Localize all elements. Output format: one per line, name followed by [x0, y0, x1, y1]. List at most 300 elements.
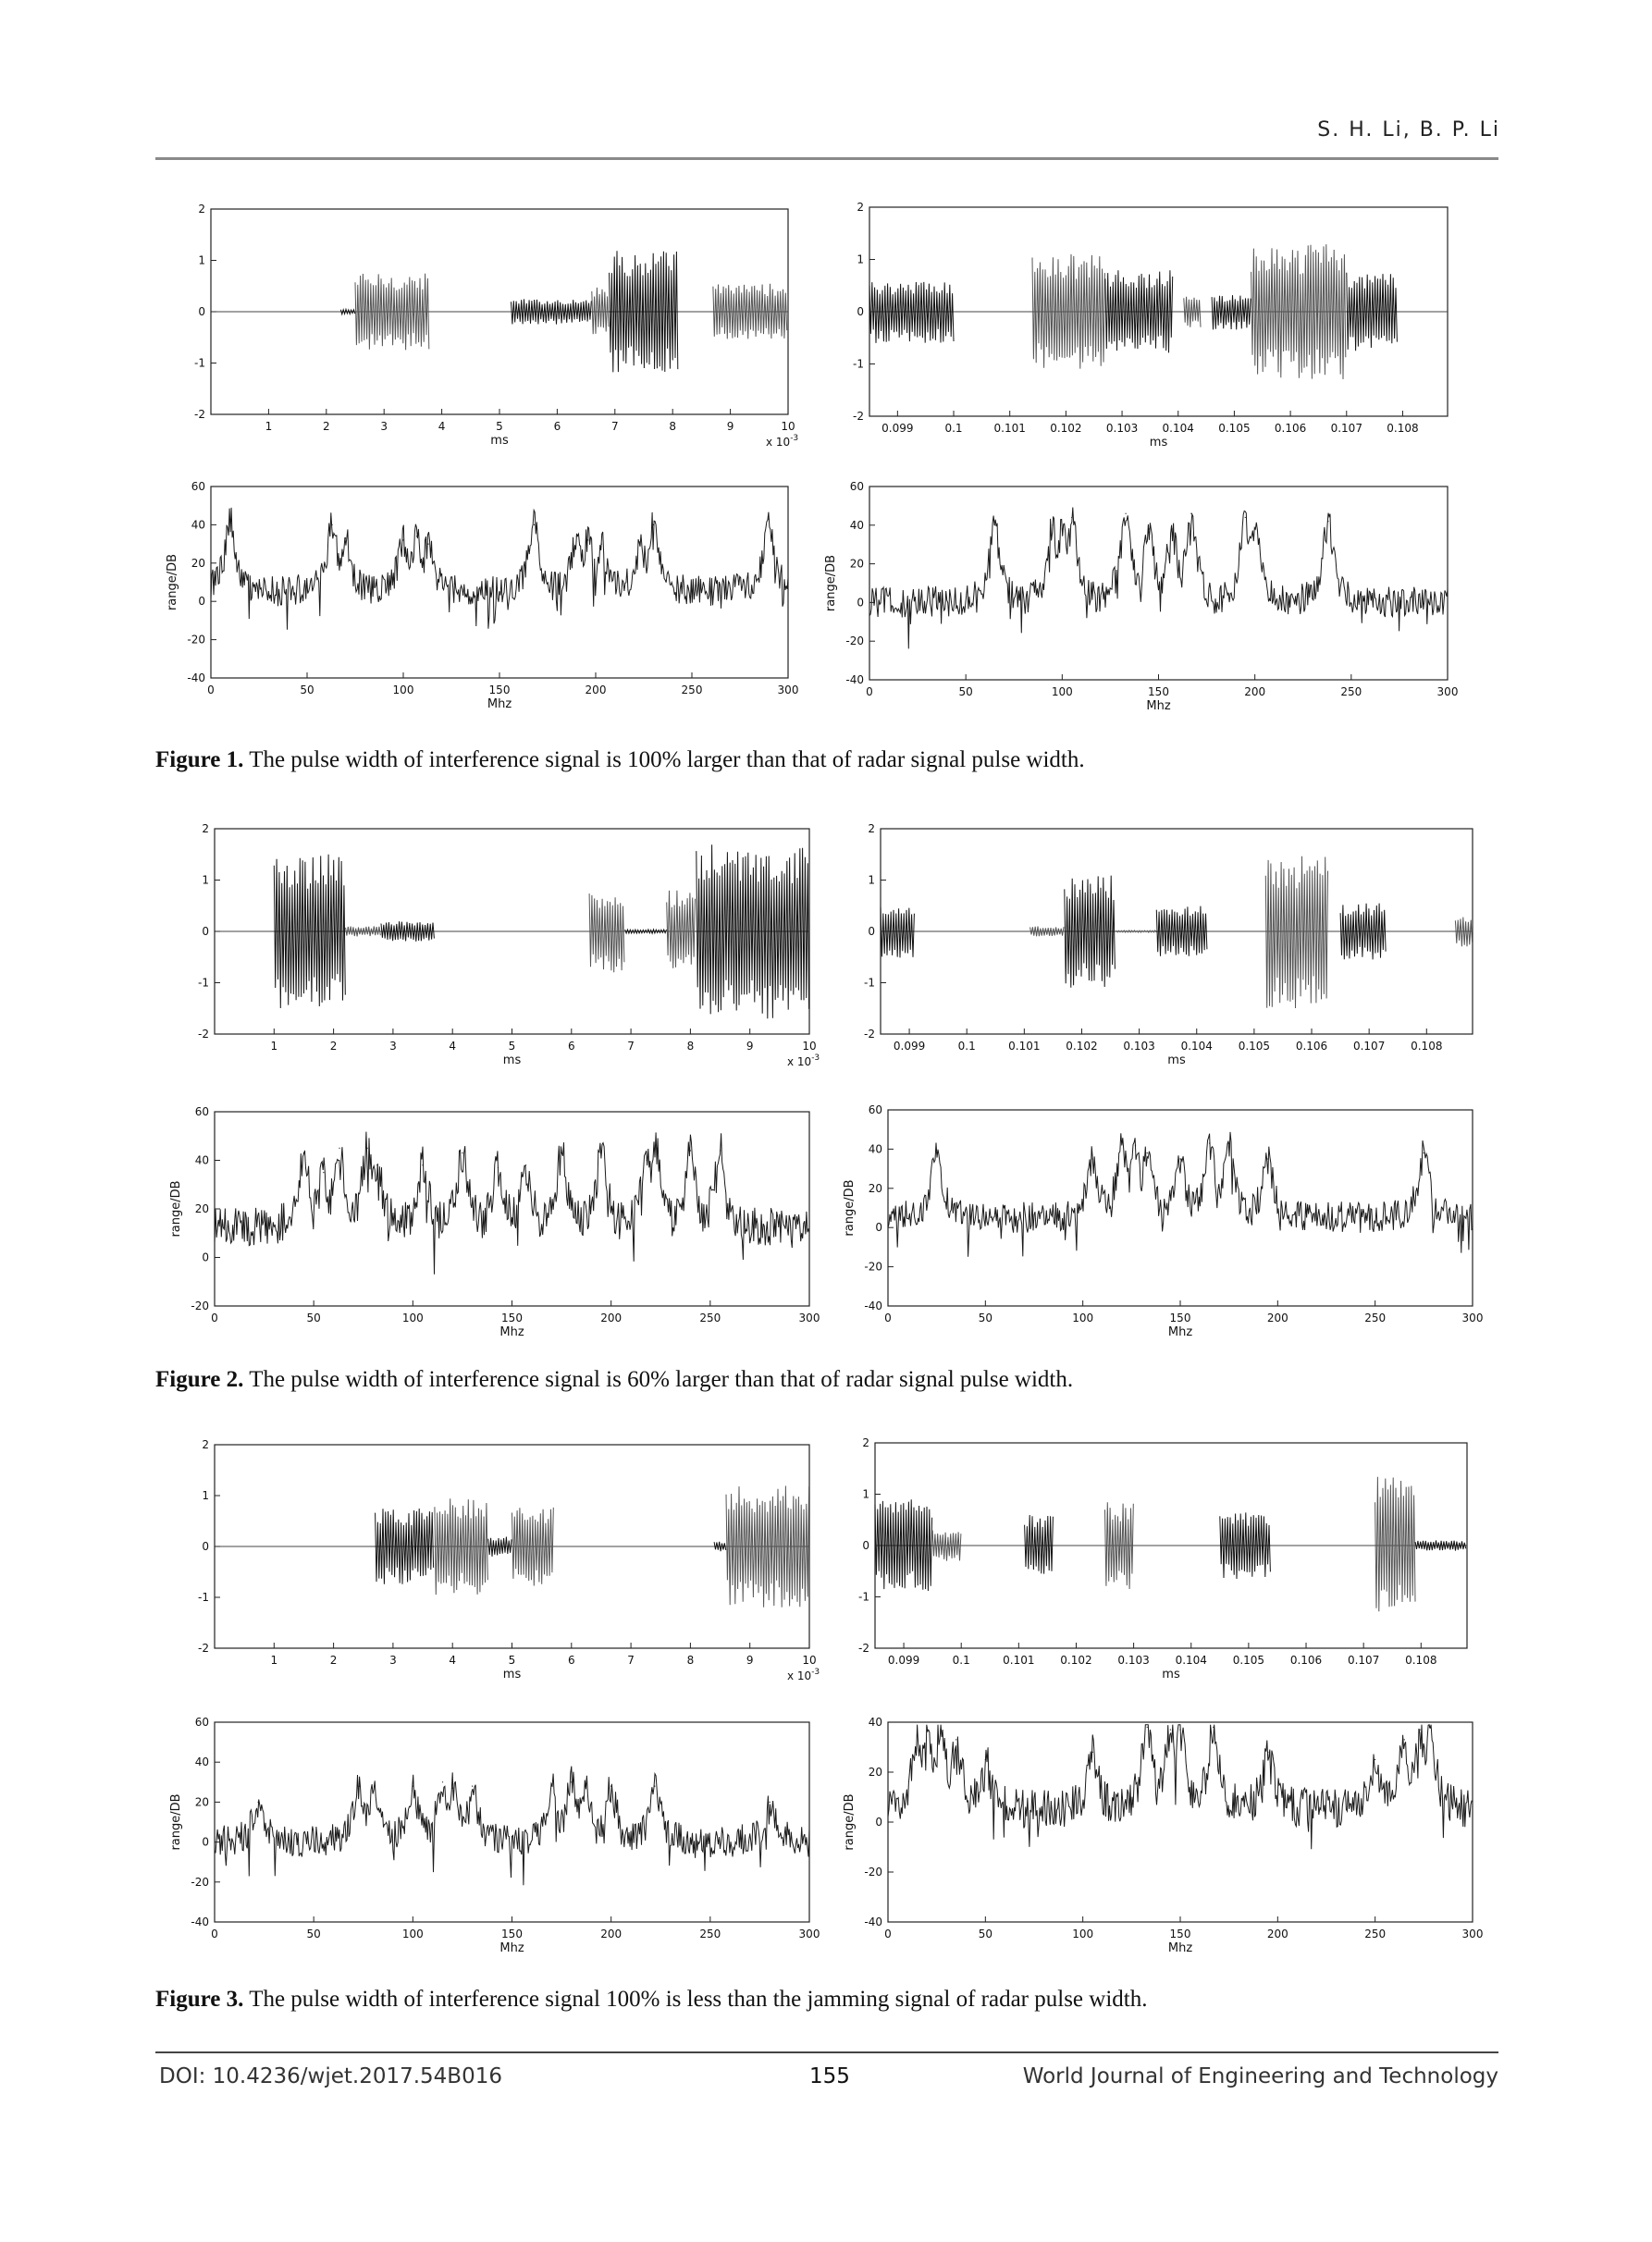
- fig2-time-right-x-tick-label: 0.1: [957, 1040, 976, 1053]
- fig1-spectrum-right-x-axis-label: Mhz: [1146, 699, 1171, 713]
- fig1-spectrum-left-peak-point: [653, 524, 654, 525]
- fig3-time-right-x-tick-label: 0.099: [887, 1654, 920, 1667]
- fig1-spectrum-right-series: [869, 508, 1448, 649]
- fig1-spectrum-right-x-tick-label: 200: [1244, 685, 1266, 698]
- fig2-spectrum-left-y-tick-label: 60: [194, 1105, 209, 1118]
- fig1-spectrum-left-y-tick-label: 40: [191, 518, 205, 532]
- fig3-spectrum-left-peak-point: [472, 1786, 473, 1787]
- fig2-spectrum-left-frame: [215, 1112, 809, 1306]
- fig1-spectrum-left-y-tick-label: -20: [187, 633, 205, 647]
- fig2-time-right-y-tick-label: -2: [864, 1028, 875, 1041]
- fig2-spectrum-left-x-tick-label: 0: [211, 1312, 218, 1324]
- fig1-spectrum-right-x-tick-label: 100: [1051, 685, 1073, 698]
- fig2-time-right-x-tick-label: 0.105: [1238, 1040, 1271, 1053]
- fig3-spectrum-left-peak-point: [571, 1781, 572, 1782]
- footer-doi: DOI: 10.4236/wjet.2017.54B016: [159, 2064, 502, 2088]
- fig3-time-left-x-tick-label: 4: [449, 1654, 457, 1667]
- fig3-spectrum-left-y-tick-label: 60: [194, 1716, 209, 1729]
- fig3-spectrum-right-x-tick-label: 150: [1169, 1928, 1191, 1940]
- fig3-spectrum-right-y-tick-label: -40: [864, 1916, 882, 1928]
- fig3-spectrum-left-peak-point: [452, 1788, 453, 1789]
- fig3-time-right-x-tick-label: 0.106: [1289, 1654, 1323, 1667]
- fig3-time-left-y-tick-label: -1: [198, 1591, 209, 1604]
- fig3-time-right-y-tick-label: 0: [862, 1539, 869, 1552]
- fig3-time-left-x-tick-label: 7: [627, 1654, 635, 1667]
- fig1-time-left-x-multiplier: x $10^{-3}$: [766, 434, 799, 449]
- fig2-time-left-x-axis-label: ms: [502, 1053, 522, 1067]
- fig2-time-right-pulse: [1340, 904, 1386, 960]
- figure-2-caption-label: Figure 2.: [155, 1367, 244, 1392]
- fig2-spectrum-right-y-tick-label: 60: [868, 1103, 882, 1116]
- fig3-spectrum-right-peak-point: [1420, 1730, 1421, 1731]
- fig2-spectrum-left-peak-point: [525, 1164, 526, 1165]
- fig1-time-right-series: [869, 244, 1448, 379]
- fig1-spectrum-left-x-tick-label: 200: [585, 684, 607, 696]
- fig2-time-left-x-tick-label: 1: [270, 1040, 278, 1053]
- fig1-spectrum-left-y-tick-label: 0: [198, 595, 205, 609]
- fig1-spectrum-right-frame: [869, 487, 1448, 680]
- fig1-time-left-y-tick-label: 0: [198, 305, 205, 318]
- fig1-spectrum-right-spectrum-line: [869, 508, 1448, 649]
- fig3-spectrum-right-x-tick-label: 250: [1364, 1928, 1387, 1940]
- fig3-time-left-y-tick-label: 1: [202, 1489, 209, 1502]
- fig1-spectrum-right-y-tick-label: 20: [849, 557, 864, 571]
- fig2-spectrum-left-peak-point: [323, 1172, 324, 1173]
- fig2-spectrum-left-x-tick-label: 200: [600, 1312, 623, 1324]
- fig2-time-right-x-tick-label: 0.099: [893, 1040, 926, 1053]
- fig1-spectrum-left-x-tick-label: 300: [777, 684, 799, 696]
- fig3-spectrum-left-peak-point: [770, 1802, 771, 1803]
- fig1-spectrum-left-peak-point: [769, 519, 770, 520]
- fig3-spectrum-left-series: [215, 1767, 809, 1886]
- fig2-time-right-pulse: [1116, 930, 1156, 932]
- fig2-spectrum-right-peak-point: [1147, 1152, 1148, 1153]
- fig1-time-right-y-tick-label: 1: [857, 253, 864, 266]
- fig1-time-left-ticks: [194, 203, 798, 449]
- fig1-spectrum-left-series: [211, 508, 788, 630]
- fig2-time-left-y-tick-label: 2: [202, 822, 209, 835]
- fig3-spectrum-right-peak-point: [1267, 1752, 1268, 1753]
- fig1-time-left-x-tick-label: 2: [322, 420, 330, 433]
- fig2-spectrum-left-x-tick-label: 250: [699, 1312, 721, 1324]
- fig1-time-right-x-tick-label: 0.099: [881, 422, 914, 435]
- fig3-time-right-pulse: [1025, 1515, 1054, 1574]
- fig2-spectrum-right-x-axis-label: Mhz: [1167, 1325, 1193, 1339]
- fig2-spectrum-left-x-tick-label: 50: [306, 1312, 321, 1324]
- header-rule: [155, 157, 1498, 160]
- fig3-time-left-y-tick-label: -2: [198, 1642, 209, 1655]
- fig1-time-right-x-tick-label: 0.104: [1162, 422, 1194, 435]
- fig3-time-left-x-tick-label: 5: [508, 1654, 516, 1667]
- fig1-spectrum-right-peak-point: [1125, 513, 1126, 514]
- fig2-spectrum-right-peak-point: [1135, 1145, 1136, 1146]
- fig2-time-left-y-tick-label: -1: [198, 976, 209, 990]
- fig1-spectrum-left-peak-point: [427, 544, 428, 545]
- fig3-spectrum-right-x-tick-label: 50: [978, 1928, 992, 1940]
- fig1-spectrum-left-peak-point: [345, 537, 346, 538]
- fig3-spectrum-left-spectrum-line: [215, 1767, 809, 1886]
- fig3-time-right-x-tick-label: 0.101: [1003, 1654, 1035, 1667]
- fig2-time-right-x-tick-label: 0.102: [1066, 1040, 1098, 1053]
- fig3-time-left-x-tick-label: 6: [567, 1654, 575, 1667]
- fig3-spectrum-right-peak-point: [927, 1727, 928, 1728]
- fig2-time-left-pulse: [667, 891, 696, 968]
- fig1-spectrum-left-x-tick-label: 50: [300, 684, 314, 696]
- fig2-time-left-x-tick-label: 8: [686, 1040, 695, 1053]
- fig1-time-right-x-axis-label: ms: [1149, 436, 1168, 450]
- fig2-spectrum-right-peak-point: [1121, 1140, 1122, 1141]
- fig1-spectrum-right-y-tick-label: -40: [845, 673, 864, 686]
- fig1-time-right-pulse: [1212, 295, 1251, 329]
- fig2-spectrum-left-peak-point: [656, 1148, 657, 1149]
- fig3-spectrum-right-x-axis-label: Mhz: [1167, 1941, 1193, 1955]
- fig2-spectrum-left-peak-point: [498, 1167, 499, 1168]
- figure-1-caption-text: The pulse width of interference signal is 100% larger than that of radar signal pulse width.: [249, 747, 1085, 772]
- fig3-spectrum-left-y-tick-label: -20: [191, 1875, 209, 1889]
- fig2-spectrum-left-y-tick-label: -20: [191, 1300, 209, 1312]
- fig3-spectrum-left-peak-point: [442, 1781, 443, 1782]
- fig3-spectrum-left-y-tick-label: -40: [191, 1916, 209, 1928]
- fig1-time-left-y-tick-label: -2: [194, 408, 205, 421]
- figure-1-caption-label: Figure 1.: [155, 747, 244, 772]
- fig1-time-right-x-tick-label: 0.105: [1218, 422, 1251, 435]
- running-header-authors: S. H. Li, B. P. Li: [1317, 118, 1500, 142]
- fig1-spectrum-left-x-tick-label: 100: [392, 684, 414, 696]
- fig1-time-left-y-tick-label: -1: [194, 356, 205, 370]
- fig1-spectrum-right-y-tick-label: 40: [849, 518, 864, 532]
- fig1-spectrum-left-peak-point: [639, 541, 640, 542]
- fig3-spectrum-right-x-tick-label: 300: [1461, 1928, 1484, 1940]
- fig1-time-left-x-tick-label: 3: [380, 420, 388, 433]
- fig2-spectrum-left-peak-point: [422, 1164, 423, 1165]
- fig2-spectrum-left-y-tick-label: 0: [202, 1250, 209, 1264]
- fig2-time-right-x-tick-label: 0.106: [1295, 1040, 1328, 1053]
- fig3-spectrum-right-ticks: [843, 1716, 1483, 1955]
- fig3-spectrum-right-x-tick-label: 100: [1072, 1928, 1094, 1940]
- fig3-spectrum-right-peak-point: [1170, 1730, 1171, 1731]
- fig2-time-right-x-tick-label: 0.101: [1008, 1040, 1041, 1053]
- fig1-spectrum-right-x-tick-label: 50: [958, 685, 973, 698]
- fig2-time-right-ticks: [864, 822, 1442, 1067]
- fig2-spectrum-right-y-tick-label: -20: [864, 1260, 882, 1274]
- fig3-spectrum-right-x-tick-label: 200: [1266, 1928, 1288, 1940]
- fig3-spectrum-left-peak-point: [359, 1786, 360, 1787]
- footer-journal: World Journal of Engineering and Technology: [1022, 2064, 1498, 2088]
- fig3-time-right-y-tick-label: 2: [862, 1436, 869, 1449]
- fig2-spectrum-left-y-tick-label: 40: [194, 1153, 209, 1167]
- fig1-spectrum-right-y-tick-label: 60: [849, 480, 864, 493]
- fig3-time-left-x-tick-label: 1: [270, 1654, 278, 1667]
- footer-page-number: 155: [809, 2064, 850, 2088]
- fig3-time-left-x-tick-label: 2: [329, 1654, 338, 1667]
- fig1-time-right-y-tick-label: -1: [853, 357, 864, 371]
- fig3-time-left-x-tick-label: 3: [389, 1654, 397, 1667]
- fig2-spectrum-right-spectrum-line: [888, 1132, 1473, 1257]
- fig2-time-left-pulse: [589, 893, 624, 972]
- fig2-time-left-x-tick-label: 3: [389, 1040, 397, 1053]
- fig1-spectrum-left-y-tick-label: 60: [191, 480, 205, 493]
- fig1-time-left-y-tick-label: 1: [198, 253, 205, 267]
- fig2-spectrum-right-series: [888, 1132, 1473, 1257]
- fig3-spectrum-right-peak-point: [1213, 1727, 1214, 1728]
- fig1-spectrum-right-y-tick-label: -20: [845, 634, 864, 648]
- fig3-time-right-x-tick-label: 0.102: [1060, 1654, 1092, 1667]
- fig1-spectrum-right-peak-point: [1148, 528, 1149, 529]
- fig2-spectrum-right-x-tick-label: 250: [1364, 1312, 1387, 1324]
- fig1-spectrum-right-peak-point: [1052, 524, 1053, 525]
- fig3-spectrum-right-y-tick-label: 20: [868, 1766, 882, 1779]
- fig2-spectrum-left-x-tick-label: 300: [798, 1312, 820, 1324]
- fig1-time-left-x-tick-label: 6: [553, 420, 561, 433]
- fig3-spectrum-left-x-tick-label: 50: [306, 1928, 321, 1940]
- fig3-spectrum-right-peak-point: [1147, 1727, 1148, 1728]
- fig2-time-left-x-tick-label: 4: [449, 1040, 457, 1053]
- fig1-time-right-x-tick-label: 0.103: [1105, 422, 1139, 435]
- fig3-spectrum-left-peak-point: [654, 1786, 655, 1787]
- fig3-spectrum-right-peak-point: [940, 1730, 941, 1731]
- fig2-time-right-pulse: [881, 907, 914, 958]
- fig1-spectrum-left-x-tick-label: 150: [488, 684, 511, 696]
- fig2-time-left-series: [215, 844, 809, 1018]
- fig2-time-right-y-tick-label: 0: [868, 925, 875, 938]
- fig2-time-left-x-tick-label: 5: [508, 1040, 516, 1053]
- figure-3-caption-text: The pulse width of interference signal 100% is less than the jamming signal of radar pulse width.: [249, 1987, 1148, 2012]
- fig2-spectrum-left-peak-point: [720, 1150, 721, 1151]
- fig2-spectrum-left-x-axis-label: Mhz: [499, 1325, 524, 1339]
- fig2-time-left-x-tick-label: 7: [627, 1040, 635, 1053]
- fig2-time-right-y-tick-label: -1: [864, 976, 875, 990]
- fig1-time-left-x-axis-label: ms: [490, 434, 509, 448]
- fig3-time-left-pulse: [714, 1542, 726, 1551]
- fig2-time-right-y-tick-label: 1: [868, 873, 875, 887]
- fig1-time-right-x-tick-label: 0.101: [993, 422, 1026, 435]
- fig3-spectrum-left-peak-point: [258, 1802, 259, 1803]
- fig3-spectrum-right-y-tick-label: 0: [875, 1816, 882, 1829]
- fig2-spectrum-left-peak-point: [690, 1150, 691, 1151]
- fig2-spectrum-right-y-tick-label: 0: [875, 1221, 882, 1235]
- fig3-spectrum-right-peak-point: [955, 1739, 956, 1740]
- fig2-spectrum-right-x-tick-label: 150: [1169, 1312, 1191, 1324]
- fig3-time-right-pulse: [1375, 1477, 1415, 1612]
- fig2-time-left-x-tick-label: 2: [329, 1040, 338, 1053]
- fig2-spectrum-right-y-tick-label: -40: [864, 1300, 882, 1312]
- fig3-spectrum-right-peak-point: [917, 1734, 918, 1735]
- fig3-spectrum-right-axes: [888, 1722, 1473, 1922]
- fig2-spectrum-right-peak-point: [1267, 1158, 1268, 1159]
- fig3-spectrum-right-peak-point: [1429, 1727, 1430, 1728]
- fig3-time-right-y-tick-label: 1: [862, 1487, 869, 1501]
- fig3-spectrum-right-series: [888, 1725, 1473, 1850]
- fig3-spectrum-left-x-tick-label: 200: [600, 1928, 623, 1940]
- fig2-time-left-x-tick-label: 6: [567, 1040, 575, 1053]
- fig3-spectrum-left-x-tick-label: 0: [211, 1928, 218, 1940]
- fig1-time-left-x-tick-label: 7: [610, 420, 619, 433]
- fig1-spectrum-right-x-tick-label: 300: [1436, 685, 1459, 698]
- fig1-spectrum-left-y-tick-label: -40: [187, 671, 205, 684]
- fig3-spectrum-left-frame: [215, 1722, 809, 1922]
- fig1-time-left-x-tick-label: 9: [726, 420, 734, 433]
- fig3-spectrum-left-x-tick-label: 300: [798, 1928, 820, 1940]
- fig1-time-right-x-tick-label: 0.106: [1274, 422, 1307, 435]
- fig2-spectrum-right-x-tick-label: 0: [884, 1312, 892, 1324]
- fig2-spectrum-right-x-tick-label: 300: [1461, 1312, 1484, 1324]
- fig2-spectrum-left-x-tick-label: 100: [401, 1312, 424, 1324]
- fig1-time-right-x-tick-label: 0.108: [1387, 422, 1419, 435]
- fig1-spectrum-right-x-tick-label: 250: [1340, 685, 1362, 698]
- fig3-time-right-x-tick-label: 0.105: [1232, 1654, 1265, 1667]
- fig1-spectrum-right-y-tick-label: 0: [857, 596, 864, 610]
- fig1-spectrum-right-x-tick-label: 0: [866, 685, 873, 698]
- fig1-spectrum-right-peak-point: [1062, 528, 1063, 529]
- fig1-spectrum-left-x-tick-label: 250: [681, 684, 703, 696]
- fig1-time-right-x-tick-label: 0.107: [1330, 422, 1362, 435]
- figure-2-caption-text: The pulse width of interference signal is 60% larger than that of radar signal pulse width.: [249, 1367, 1074, 1392]
- fig1-spectrum-right-peak-point: [1327, 521, 1328, 522]
- fig2-spectrum-right-peak-point: [1092, 1158, 1093, 1159]
- fig3-time-right-ticks: [858, 1436, 1436, 1682]
- fig3-time-left-x-tick-label: 8: [686, 1654, 695, 1667]
- fig3-spectrum-left-peak-point: [610, 1786, 611, 1787]
- fig1-time-left-series: [211, 251, 788, 372]
- fig2-time-right-x-tick-label: 0.104: [1180, 1040, 1213, 1053]
- fig1-spectrum-right-peak-point: [994, 524, 995, 525]
- figure-2-graphic: [157, 814, 1489, 1350]
- fig2-spectrum-right-peak-point: [1179, 1158, 1180, 1159]
- figure-3-caption: [155, 1987, 1147, 2013]
- figure-1-graphic: [157, 194, 1489, 717]
- fig2-time-right-series: [881, 856, 1473, 1008]
- fig2-spectrum-left-series: [215, 1132, 809, 1275]
- fig3-spectrum-right-spectrum-line: [888, 1725, 1473, 1850]
- fig1-time-left-pulse: [355, 274, 429, 351]
- fig1-spectrum-left-peak-point: [601, 544, 602, 545]
- fig2-time-left-y-tick-label: 0: [202, 925, 209, 938]
- fig1-time-left-x-tick-label: 10: [781, 420, 795, 433]
- fig2-time-right-y-tick-label: 2: [868, 822, 875, 835]
- fig1-time-right-y-tick-label: 0: [857, 305, 864, 318]
- fig1-spectrum-right-x-tick-label: 150: [1148, 685, 1169, 698]
- fig2-spectrum-right-peak-point: [936, 1152, 937, 1153]
- fig3-time-left-series: [215, 1486, 809, 1608]
- fig1-spectrum-right-peak-point: [1254, 528, 1255, 529]
- fig1-spectrum-right-peak-point: [1071, 517, 1072, 518]
- fig1-time-left-pulse: [713, 284, 787, 339]
- fig2-time-right-pulse: [1265, 856, 1327, 1008]
- fig3-spectrum-left-x-tick-label: 150: [501, 1928, 523, 1940]
- fig3-time-right-x-tick-label: 0.1: [952, 1654, 970, 1667]
- fig2-time-right-x-tick-label: 0.107: [1352, 1040, 1386, 1053]
- fig1-spectrum-left-peak-point: [229, 519, 230, 520]
- fig1-spectrum-left-x-axis-label: Mhz: [487, 697, 512, 711]
- fig3-spectrum-left-peak-point: [551, 1786, 552, 1787]
- fig3-time-right-x-tick-label: 0.107: [1347, 1654, 1380, 1667]
- fig3-time-left-y-tick-label: 0: [202, 1540, 209, 1553]
- fig3-spectrum-left-y-axis-label: range/DB: [169, 1793, 183, 1851]
- fig2-time-left-y-tick-label: -2: [198, 1028, 209, 1041]
- fig1-spectrum-left-y-tick-label: 20: [191, 556, 205, 570]
- fig1-time-right-pulse: [869, 282, 954, 343]
- fig2-spectrum-left-y-tick-label: 20: [194, 1202, 209, 1215]
- fig1-time-left-x-tick-label: 4: [438, 420, 446, 433]
- fig3-spectrum-left-axes: [215, 1722, 809, 1922]
- footer-rule: [155, 2051, 1498, 2053]
- fig1-time-right-y-tick-label: -2: [853, 410, 864, 423]
- fig1-spectrum-left-peak-point: [587, 539, 588, 540]
- fig3-spectrum-left-x-axis-label: Mhz: [499, 1941, 524, 1955]
- fig2-time-left-x-tick-label: 9: [746, 1040, 754, 1053]
- fig3-time-left-pulse: [376, 1509, 434, 1584]
- figure-3-graphic: [157, 1434, 1489, 1970]
- fig2-time-left-x-tick-label: 10: [802, 1040, 817, 1053]
- fig3-time-right-y-tick-label: -2: [858, 1642, 869, 1655]
- fig3-spectrum-left-y-tick-label: 40: [194, 1755, 209, 1769]
- fig2-spectrum-left-peak-point: [366, 1148, 367, 1149]
- fig3-spectrum-right-peak-point: [1179, 1730, 1180, 1731]
- fig3-time-right-y-tick-label: -1: [858, 1590, 869, 1604]
- fig2-spectrum-right-y-tick-label: 40: [868, 1142, 882, 1156]
- fig3-time-right-x-tick-label: 0.108: [1405, 1654, 1437, 1667]
- fig3-spectrum-right-peak-point: [1092, 1752, 1093, 1753]
- fig3-time-right-x-tick-label: 0.103: [1117, 1654, 1150, 1667]
- figure-2-caption: [155, 1367, 1073, 1393]
- fig2-spectrum-left-peak-point: [303, 1152, 304, 1153]
- fig3-time-right-x-axis-label: ms: [1162, 1668, 1180, 1682]
- fig3-spectrum-right-y-tick-label: 40: [868, 1716, 882, 1729]
- fig1-spectrum-right-peak-point: [1245, 517, 1246, 518]
- figure-3-caption-label: Figure 3.: [155, 1987, 244, 2012]
- fig3-spectrum-left-peak-point: [585, 1786, 586, 1787]
- fig3-spectrum-left-y-tick-label: 0: [202, 1835, 209, 1849]
- fig1-time-left-x-tick-label: 8: [669, 420, 677, 433]
- fig1-spectrum-left-peak-point: [402, 539, 403, 540]
- fig2-time-right-x-axis-label: ms: [1167, 1053, 1186, 1067]
- fig2-spectrum-right-y-axis-label: range/DB: [843, 1179, 857, 1237]
- fig1-spectrum-right-axes: [869, 487, 1448, 680]
- fig3-spectrum-right-x-tick-label: 0: [884, 1928, 892, 1940]
- fig1-spectrum-left-peak-point: [534, 524, 535, 525]
- fig2-time-left-y-tick-label: 1: [202, 873, 209, 887]
- fig1-spectrum-left-spectrum-line: [211, 508, 788, 630]
- fig2-time-left-pulse: [274, 855, 345, 1008]
- fig2-spectrum-left-peak-point: [600, 1152, 601, 1153]
- fig3-spectrum-right-y-tick-label: -20: [864, 1866, 882, 1879]
- fig1-time-right-x-tick-label: 0.102: [1050, 422, 1082, 435]
- fig3-spectrum-left-x-tick-label: 250: [699, 1928, 721, 1940]
- fig1-spectrum-left-ticks: [166, 480, 798, 711]
- fig3-spectrum-right-y-axis-label: range/DB: [843, 1793, 857, 1851]
- fig1-time-left-y-tick-label: 2: [198, 203, 205, 216]
- fig3-spectrum-right-frame: [888, 1722, 1473, 1922]
- fig1-spectrum-right-y-axis-label: range/DB: [824, 554, 838, 612]
- fig3-time-left-x-tick-label: 9: [746, 1654, 754, 1667]
- fig3-spectrum-left-x-tick-label: 100: [401, 1928, 424, 1940]
- fig1-time-left-pulse: [340, 309, 354, 314]
- fig3-spectrum-right-peak-point: [985, 1759, 986, 1760]
- fig1-time-right-x-tick-label: 0.1: [944, 422, 963, 435]
- fig2-spectrum-right-x-tick-label: 50: [978, 1312, 992, 1324]
- fig3-time-right-x-tick-label: 0.104: [1175, 1654, 1207, 1667]
- fig3-time-left-x-tick-label: 10: [802, 1654, 817, 1667]
- fig3-time-left-ticks: [198, 1438, 820, 1682]
- fig3-time-right-series: [875, 1477, 1467, 1612]
- fig1-time-left-x-tick-label: 1: [265, 420, 273, 433]
- fig1-time-right-y-tick-label: 2: [857, 201, 864, 214]
- fig2-spectrum-right-y-tick-label: 20: [868, 1181, 882, 1195]
- fig3-time-left-y-tick-label: 2: [202, 1438, 209, 1451]
- fig2-spectrum-left-y-axis-label: range/DB: [169, 1180, 183, 1238]
- fig1-spectrum-right-peak-point: [1171, 528, 1172, 529]
- fig3-spectrum-right-peak-point: [1404, 1739, 1405, 1740]
